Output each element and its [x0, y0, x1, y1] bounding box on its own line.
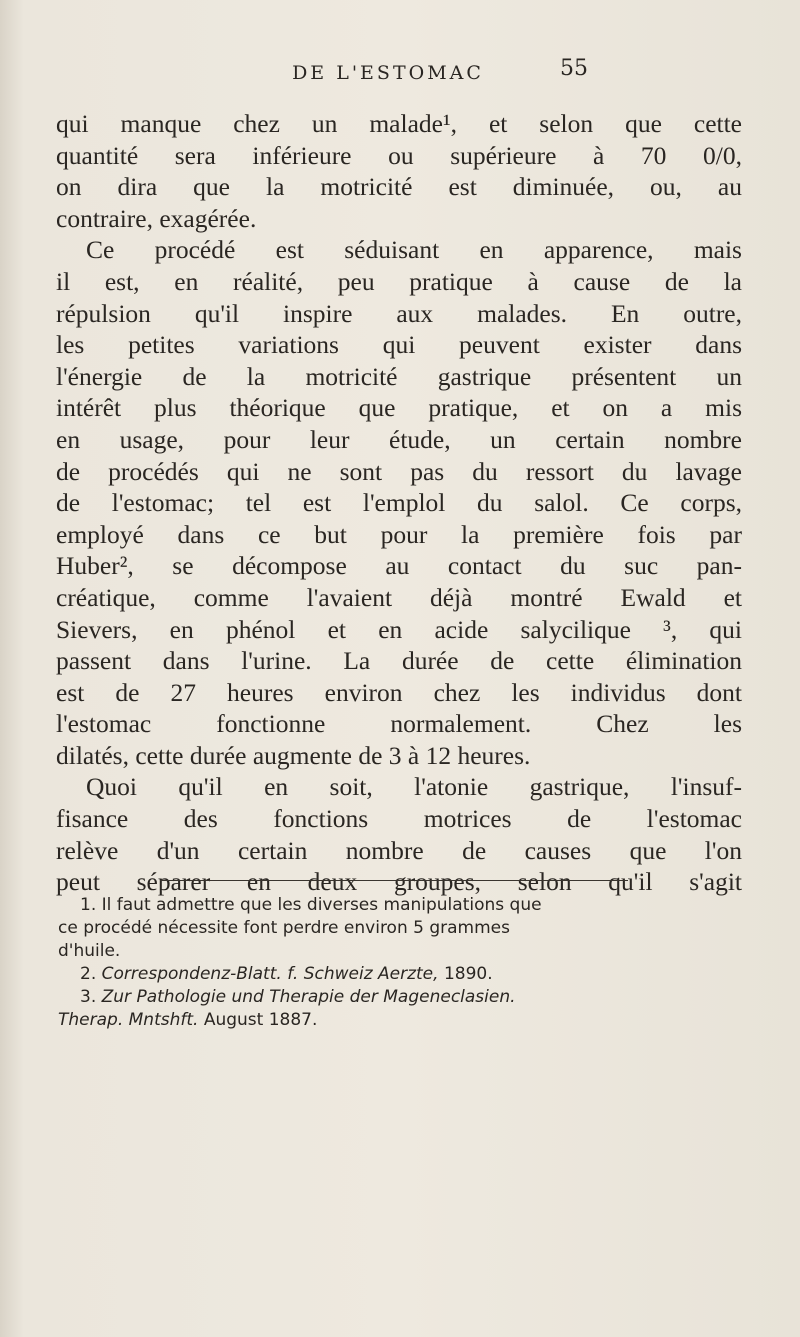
- footnote-2: [58, 963, 742, 986]
- page-header: [0, 56, 800, 92]
- text-line: Ce procédé est séduisant en apparence, mais: [86, 235, 742, 265]
- footnote-3: [58, 986, 742, 1009]
- text-line: en usage, pour leur étude, un certain nombre: [56, 424, 742, 454]
- text-line: employé dans ce but pour la première fois par: [56, 519, 742, 549]
- text-line: relève d'un certain nombre de causes que l'on: [56, 835, 742, 865]
- footnote-divider: [160, 880, 628, 881]
- text-line: quantité sera inférieure ou supérieure à 70 0/0,: [56, 140, 742, 170]
- footnote-2-year: 1890.: [443, 964, 493, 984]
- text-line: qui manque chez un malade¹, et selon que cette: [56, 109, 742, 138]
- text-line: fisance des fonctions motrices de l'estomac: [56, 804, 742, 834]
- text-line: l'estomac fonctionne normalement. Chez les: [56, 709, 742, 739]
- footnote-2-title: Correspondenz-Blatt. f. Schweiz Aerzte,: [101, 964, 439, 984]
- text-line: répulsion qu'il inspire aux malades. En outre,: [56, 298, 742, 328]
- text-line: de l'estomac; tel est l'emplol du salol. Ce corps,: [56, 488, 742, 518]
- footnotes: [58, 894, 742, 1032]
- text-line: est de 27 heures environ chez les individus dont: [56, 677, 742, 707]
- text-line: dilatés, cette durée augmente de 3 à 12 heures.: [56, 740, 531, 770]
- text-line: les petites variations qui peuvent exister dans: [56, 330, 742, 360]
- text-line: de procédés qui ne sont pas du ressort du lavage: [56, 456, 742, 486]
- body-text: [56, 108, 742, 898]
- text-line: l'énergie de la motricité gastrique présentent un: [56, 361, 742, 391]
- footnote-2-number: 2.: [80, 964, 97, 984]
- footnote-3-journal: Therap. Mntshft.: [58, 1010, 199, 1030]
- text-line: Sievers, en phénol et en acide salycilique ³, qui: [56, 614, 742, 644]
- text-line: intérêt plus théorique que pratique, et on a mis: [56, 393, 742, 423]
- footnote-1-line: 1. Il faut admettre que les diverses manipulations que: [80, 895, 542, 915]
- footnote-1-line: ce procédé nécessite font perdre environ 5 grammes: [58, 918, 510, 938]
- text-line: Quoi qu'il en soit, l'atonie gastrique, l'insuf-: [86, 772, 742, 802]
- text-line: on dira que la motricité est diminuée, ou, au: [56, 172, 742, 202]
- text-line: contraire, exagérée.: [56, 203, 257, 233]
- text-line: passent dans l'urine. La durée de cette élimination: [56, 646, 742, 676]
- footnote-1-line: d'huile.: [58, 941, 121, 961]
- text-line: Huber², se décompose au contact du suc pan-: [56, 551, 742, 581]
- footnote-3-date: August 1887.: [203, 1010, 318, 1030]
- text-line: créatique, comme l'avaient déjà montré Ewald et: [56, 582, 742, 612]
- footnote-3-title: Zur Pathologie und Therapie der Mageneclasien.: [101, 987, 516, 1007]
- footnote-3-number: 3.: [80, 987, 97, 1007]
- text-line: peut séparer en deux groupes, selon qu'il s'agit: [56, 867, 742, 897]
- page-number: 55: [560, 56, 588, 81]
- text-line: il est, en réalité, peu pratique à cause de la: [56, 266, 742, 296]
- footnote-3-cont: [58, 1009, 742, 1032]
- running-title: DE L'ESTOMAC: [292, 62, 484, 84]
